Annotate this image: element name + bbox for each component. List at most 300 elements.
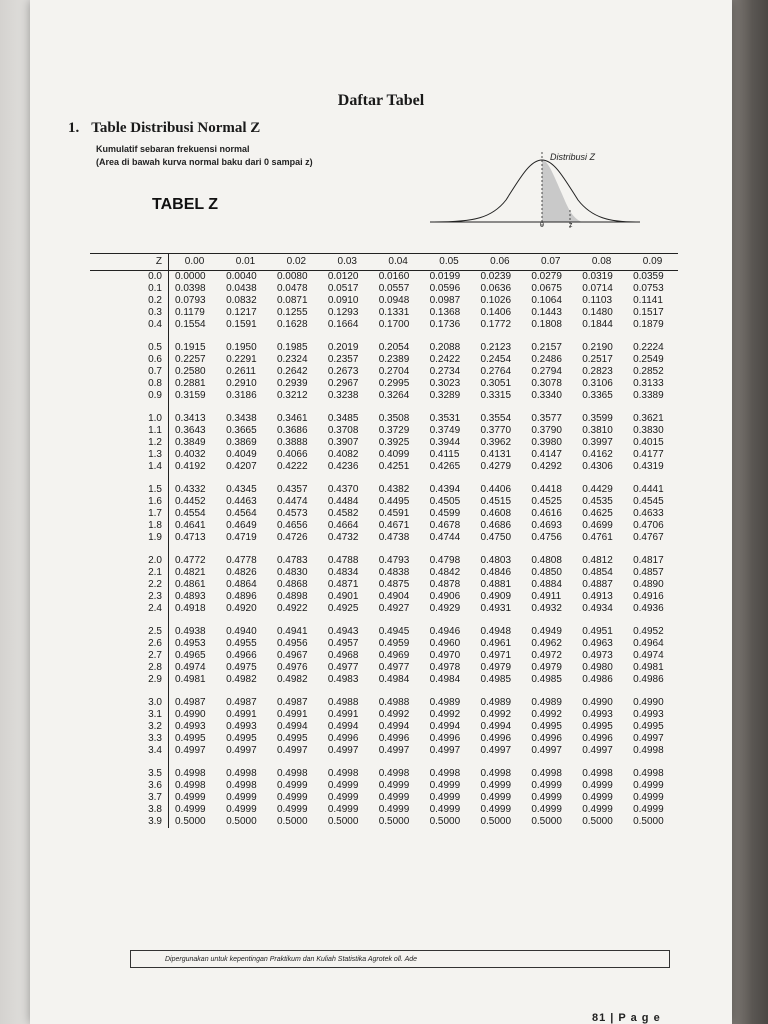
probability-cell: 0.2389 [378,354,410,365]
probability-cell: 0.4452 [175,496,206,507]
group-spacer [90,473,678,484]
z-value-cell: 3.9 [90,816,169,828]
curve-tick-z: z [569,222,573,229]
probability-cell: 0.4998 [175,768,206,779]
probability-cell: 0.4981 [175,674,206,685]
header-cell: Z [90,254,169,271]
probability-cell: 0.3023 [429,378,461,389]
probability-cell: 0.4987 [175,697,206,708]
probability-cell: 0.4957 [327,638,359,649]
table-row [90,449,678,461]
probability-cell: 0.3665 [226,425,257,436]
probability-cell: 0.4463 [226,496,257,507]
probability-cell: 0.4686 [480,520,512,531]
probability-cell: 0.4991 [226,709,257,720]
probability-cell: 0.4999 [531,780,562,791]
probability-cell: 0.4967 [276,650,308,661]
probability-cell: 0.2764 [480,366,512,377]
probability-cell: 0.2794 [531,366,562,377]
probability-cell: 0.4994 [480,721,512,732]
probability-cell: 0.4990 [582,697,613,708]
probability-cell: 0.4998 [582,768,613,779]
probability-cell: 0.5000 [175,816,206,827]
probability-cell: 0.0793 [175,295,206,306]
probability-cell: 0.3980 [531,437,562,448]
probability-cell: 0.1517 [633,307,664,318]
probability-cell: 0.4803 [480,555,512,566]
probability-cell: 0.1879 [633,319,664,330]
z-value-cell: 1.8 [90,520,169,532]
probability-cell: 0.4525 [531,496,562,507]
probability-cell: 0.1591 [226,319,257,330]
probability-cell: 0.3944 [429,437,461,448]
probability-cell: 0.4115 [429,449,460,460]
probability-cell: 0.3925 [378,437,410,448]
probability-cell: 0.4997 [175,745,206,756]
probability-cell: 0.5000 [582,816,613,827]
probability-cell: 0.1915 [175,342,206,353]
probability-cell: 0.3389 [633,390,664,401]
table-row [90,437,678,449]
group-spacer [90,686,678,697]
probability-cell: 0.4999 [175,792,206,803]
probability-cell: 0.4901 [327,591,359,602]
probability-cell: 0.4999 [175,804,206,815]
probability-cell: 0.4998 [226,768,257,779]
probability-cell: 0.4949 [531,626,562,637]
probability-cell: 0.4429 [582,484,613,495]
probability-cell: 0.4971 [480,650,512,661]
table-row [90,307,678,319]
probability-cell: 0.4999 [480,780,512,791]
probability-cell: 0.4999 [633,804,664,815]
probability-cell: 0.4977 [378,662,410,673]
probability-cell: 0.3729 [378,425,410,436]
probability-cell: 0.4864 [226,579,257,590]
probability-cell: 0.4999 [276,792,308,803]
probability-cell: 0.4999 [226,804,257,815]
probability-cell: 0.4049 [226,449,257,460]
probability-cell: 0.4982 [276,674,308,685]
probability-cell: 0.0239 [480,271,512,282]
table-row [90,413,678,425]
table-row [90,638,678,650]
probability-cell: 0.3212 [276,390,308,401]
probability-cell: 0.4991 [276,709,308,720]
probability-cell: 0.4990 [633,697,664,708]
probability-cell: 0.4927 [378,603,410,614]
probability-cell: 0.4884 [531,579,562,590]
probability-cell: 0.4979 [531,662,562,673]
probability-cell: 0.4761 [582,532,613,543]
probability-cell: 0.4948 [480,626,512,637]
probability-cell: 0.2324 [276,354,308,365]
probability-cell: 0.3186 [226,390,257,401]
probability-cell: 0.4909 [480,591,512,602]
probability-cell: 0.4878 [429,579,461,590]
z-value-cell: 3.5 [90,768,169,780]
probability-cell: 0.4922 [276,603,308,614]
probability-cell: 0.4370 [327,484,359,495]
probability-cell: 0.4989 [429,697,461,708]
probability-cell: 0.4976 [276,662,308,673]
z-value-cell: 0.7 [90,366,169,378]
probability-cell: 0.3599 [582,413,613,424]
probability-cell: 0.4996 [429,733,461,744]
probability-cell: 0.4999 [276,804,308,815]
probability-cell: 0.5000 [633,816,664,827]
probability-cell: 0.4236 [327,461,359,472]
probability-cell: 0.4890 [633,579,664,590]
probability-cell: 0.4996 [378,733,410,744]
probability-cell: 0.4966 [226,650,257,661]
probability-cell: 0.4732 [327,532,359,543]
probability-cell: 0.4418 [531,484,562,495]
probability-cell: 0.4535 [582,496,613,507]
header-cell: 0.02 [271,254,322,271]
z-value-cell: 1.1 [90,425,169,437]
probability-cell: 0.4952 [633,626,664,637]
probability-cell: 0.0871 [276,295,308,306]
probability-cell: 0.4993 [633,709,664,720]
probability-cell: 0.0040 [226,271,257,282]
probability-cell: 0.2357 [327,354,359,365]
z-value-cell: 1.2 [90,437,169,449]
probability-cell: 0.4968 [327,650,359,661]
probability-cell: 0.4999 [276,780,308,791]
probability-cell: 0.4881 [480,579,512,590]
probability-cell: 0.4998 [633,745,664,756]
probability-cell: 0.4808 [531,555,562,566]
table-row [90,354,678,366]
probability-cell: 0.4838 [378,567,410,578]
probability-cell: 0.4918 [175,603,206,614]
probability-cell: 0.3508 [378,413,410,424]
probability-cell: 0.4964 [633,638,664,649]
table-row [90,626,678,638]
probability-cell: 0.2881 [175,378,206,389]
probability-cell: 0.1480 [582,307,613,318]
table-row [90,532,678,544]
probability-cell: 0.2611 [226,366,256,377]
table-row [90,603,678,615]
probability-cell: 0.4998 [480,768,512,779]
table-row [90,366,678,378]
z-value-cell: 1.3 [90,449,169,461]
probability-cell: 0.4998 [633,768,664,779]
probability-cell: 0.2823 [582,366,613,377]
page-title: Daftar Tabel [337,92,425,109]
probability-cell: 0.4999 [531,792,562,803]
probability-cell: 0.4887 [582,579,613,590]
probability-cell: 0.4772 [175,555,206,566]
probability-cell: 0.4972 [531,650,562,661]
probability-cell: 0.3531 [429,413,461,424]
probability-cell: 0.0910 [327,295,359,306]
probability-cell: 0.4990 [175,709,206,720]
probability-cell: 0.4989 [480,697,512,708]
probability-cell: 0.0675 [531,283,562,294]
z-value-cell: 2.9 [90,674,169,686]
probability-cell: 0.4986 [633,674,664,685]
z-value-cell: 2.2 [90,579,169,591]
probability-cell: 0.2224 [633,342,664,353]
probability-cell: 0.0987 [429,295,461,306]
probability-cell: 0.2549 [633,354,664,365]
probability-cell: 0.4545 [633,496,664,507]
probability-cell: 0.1293 [327,307,359,318]
z-value-cell: 0.9 [90,390,169,402]
probability-cell: 0.4983 [327,674,359,685]
probability-cell: 0.3461 [276,413,308,424]
probability-cell: 0.4641 [175,520,206,531]
table-row [90,780,678,792]
probability-cell: 0.4997 [531,745,562,756]
probability-cell: 0.4319 [633,461,664,472]
probability-cell: 0.4812 [582,555,613,566]
probability-cell: 0.4999 [327,804,359,815]
probability-cell: 0.4984 [378,674,410,685]
probability-cell: 0.3577 [531,413,562,424]
table-row [90,390,678,402]
probability-cell: 0.4999 [582,792,613,803]
probability-cell: 0.4582 [327,508,359,519]
probability-cell: 0.4975 [226,662,257,673]
probability-cell: 0.4719 [226,532,257,543]
probability-cell: 0.3159 [175,390,206,401]
probability-cell: 0.4999 [327,792,359,803]
spacer-cell [169,331,679,342]
probability-cell: 0.4992 [429,709,461,720]
probability-cell: 0.1772 [480,319,512,330]
probability-cell: 0.4664 [327,520,359,531]
probability-cell: 0.4904 [378,591,410,602]
probability-cell: 0.3686 [276,425,308,436]
probability-cell: 0.1064 [531,295,562,306]
normal-curve-svg [422,148,646,236]
probability-cell: 0.4082 [327,449,359,460]
probability-cell: 0.3888 [276,437,308,448]
probability-cell: 0.4979 [480,662,512,673]
probability-cell: 0.4999 [429,804,461,815]
probability-cell: 0.1026 [480,295,512,306]
probability-cell: 0.1844 [582,319,613,330]
probability-cell: 0.2673 [327,366,359,377]
table-row [90,697,678,709]
probability-cell: 0.2642 [276,366,308,377]
probability-cell: 0.4994 [327,721,359,732]
probability-cell: 0.4394 [429,484,461,495]
probability-cell: 0.4608 [480,508,512,519]
probability-cell: 0.4938 [175,626,206,637]
curve-tick-zero: 0 [540,222,544,229]
probability-cell: 0.4515 [480,496,512,507]
probability-cell: 0.3869 [226,437,257,448]
table-label: TABEL Z [152,196,219,213]
group-spacer [90,331,678,342]
z-value-cell: 2.4 [90,603,169,615]
probability-cell: 0.3849 [175,437,206,448]
z-value-cell: 3.6 [90,780,169,792]
spacer-cell [169,686,679,697]
probability-cell: 0.4207 [226,461,257,472]
probability-cell: 0.5000 [531,816,562,827]
z-value-cell: 3.2 [90,721,169,733]
section-number: 1. [68,120,80,136]
spacer-cell [169,473,679,484]
probability-cell: 0.4998 [276,768,308,779]
spacer-cell [169,544,679,555]
probability-cell: 0.4973 [582,650,613,661]
probability-cell: 0.4987 [226,697,257,708]
probability-cell: 0.2019 [327,342,359,353]
section-heading [68,120,260,137]
probability-cell: 0.4625 [582,508,613,519]
table-row [90,496,678,508]
probability-cell: 0.4474 [276,496,308,507]
probability-cell: 0.4192 [175,461,206,472]
probability-cell: 0.4649 [226,520,257,531]
probability-cell: 0.4995 [531,721,562,732]
probability-cell: 0.4997 [429,745,461,756]
probability-cell: 0.1554 [175,319,206,330]
table-row [90,295,678,307]
probability-cell: 0.2967 [327,378,359,389]
probability-cell: 0.4147 [531,449,562,460]
probability-cell: 0.4999 [429,780,461,791]
z-value-cell: 1.4 [90,461,169,473]
header-cell: 0.04 [373,254,424,271]
probability-cell: 0.4996 [327,733,359,744]
probability-cell: 0.2704 [378,366,410,377]
probability-cell: 0.1368 [429,307,461,318]
spacer-cell [90,544,169,555]
probability-cell: 0.2088 [429,342,461,353]
probability-cell: 0.4965 [175,650,206,661]
probability-cell: 0.0753 [633,283,664,294]
spacer-cell [90,686,169,697]
probability-cell: 0.3264 [378,390,410,401]
probability-cell: 0.1736 [429,319,461,330]
probability-cell: 0.4357 [276,484,308,495]
z-value-cell: 0.2 [90,295,169,307]
probability-cell: 0.4985 [531,674,562,685]
probability-cell: 0.3365 [582,390,613,401]
probability-cell: 0.3962 [480,437,512,448]
table-row [90,319,678,331]
z-value-cell: 1.7 [90,508,169,520]
z-value-cell: 2.3 [90,591,169,603]
z-value-cell: 3.3 [90,733,169,745]
probability-cell: 0.2422 [429,354,461,365]
header-cell: 0.00 [169,254,221,271]
table-row [90,342,678,354]
probability-cell: 0.4982 [226,674,257,685]
probability-cell: 0.4998 [327,768,359,779]
probability-cell: 0.4857 [633,567,664,578]
probability-cell: 0.2190 [582,342,613,353]
probability-cell: 0.2054 [378,342,410,353]
probability-cell: 0.2939 [276,378,308,389]
probability-cell: 0.4834 [327,567,359,578]
probability-cell: 0.4998 [429,768,461,779]
probability-cell: 0.4713 [175,532,206,543]
probability-cell: 0.4974 [175,662,206,673]
spacer-cell [90,473,169,484]
probability-cell: 0.4871 [327,579,359,590]
probability-cell: 0.4995 [633,721,664,732]
header-cell: 0.09 [627,254,678,271]
probability-cell: 0.4998 [378,768,410,779]
probability-cell: 0.1179 [175,307,205,318]
probability-cell: 0.1700 [378,319,410,330]
header-cell: 0.08 [576,254,627,271]
probability-cell: 0.4573 [276,508,308,519]
probability-cell: 0.3643 [175,425,206,436]
probability-cell: 0.4969 [378,650,410,661]
probability-cell: 0.2257 [175,354,206,365]
table-row [90,591,678,603]
probability-cell: 0.0199 [429,271,461,282]
subtitle-cumulative: Kumulatif sebaran frekuensi normal [96,144,250,154]
probability-cell: 0.4925 [327,603,359,614]
group-spacer [90,757,678,768]
probability-cell: 0.4495 [378,496,410,507]
probability-cell: 0.4998 [175,780,206,791]
z-value-cell: 2.0 [90,555,169,567]
z-value-cell: 3.8 [90,804,169,816]
probability-cell: 0.3554 [480,413,512,424]
probability-cell: 0.4981 [633,662,664,673]
probability-cell: 0.0596 [429,283,461,294]
probability-cell: 0.4875 [378,579,410,590]
header-cell: 0.03 [322,254,373,271]
probability-cell: 0.5000 [327,816,359,827]
probability-cell: 0.4992 [378,709,410,720]
probability-cell: 0.4960 [429,638,461,649]
probability-cell: 0.4854 [582,567,613,578]
table-row [90,792,678,804]
probability-cell: 0.4997 [582,745,613,756]
probability-cell: 0.4996 [480,733,512,744]
spacer-cell [90,402,169,413]
probability-cell: 0.1406 [480,307,512,318]
probability-cell: 0.4991 [327,709,359,720]
probability-cell: 0.5000 [226,816,257,827]
probability-cell: 0.4997 [480,745,512,756]
probability-cell: 0.4265 [429,461,461,472]
spacer-cell [90,757,169,768]
normal-curve-line [434,160,636,222]
probability-cell: 0.0279 [531,271,562,282]
probability-cell: 0.3315 [480,390,512,401]
probability-cell: 0.4778 [226,555,257,566]
probability-cell: 0.4850 [531,567,562,578]
probability-cell: 0.4955 [226,638,257,649]
curve-shaded-area [542,160,582,222]
table-row [90,579,678,591]
probability-cell: 0.4999 [633,792,664,803]
probability-cell: 0.4893 [175,591,206,602]
probability-cell: 0.4936 [633,603,664,614]
probability-cell: 0.5000 [480,816,512,827]
probability-cell: 0.4898 [276,591,308,602]
probability-cell: 0.3485 [327,413,359,424]
probability-cell: 0.2995 [378,378,410,389]
probability-cell: 0.4345 [226,484,257,495]
probability-cell: 0.4994 [276,721,308,732]
probability-cell: 0.4995 [276,733,308,744]
